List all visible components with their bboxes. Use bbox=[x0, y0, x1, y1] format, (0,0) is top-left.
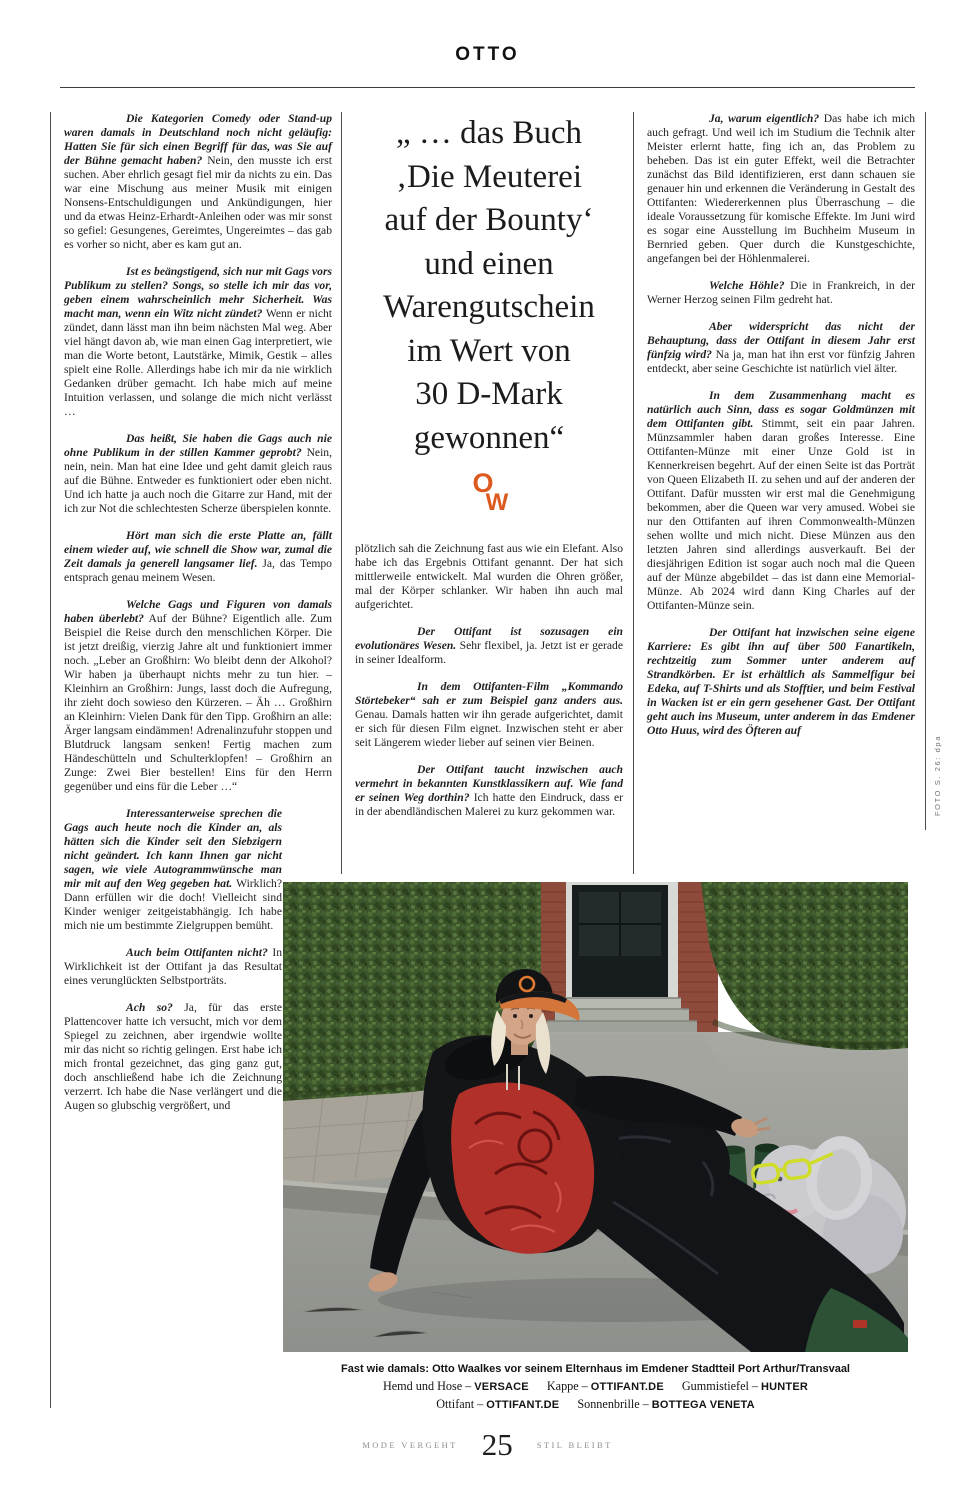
column-left-wide bbox=[64, 112, 332, 794]
interviewer-question: Der Ottifant ist sozusagen ein evolutionäres Wesen. bbox=[355, 625, 623, 652]
interviewer-question: Ja, warum eigentlich? bbox=[709, 112, 820, 125]
photo-caption bbox=[283, 1362, 908, 1413]
interview-paragraph bbox=[647, 320, 915, 376]
interview-paragraph bbox=[647, 279, 915, 307]
interview-paragraph bbox=[355, 542, 623, 612]
ow-logo-w: W bbox=[485, 489, 509, 516]
credit-brand: BOTTEGA VENETA bbox=[651, 1399, 755, 1411]
pull-quote-line: ‚Die Meuterei bbox=[396, 158, 582, 195]
interview-paragraph bbox=[64, 946, 282, 988]
interviewee-answer: plötzlich sah die Zeichnung fast aus wie ein Elefant. Also habe ich das Ergebnis Ottifant genannt. Der hat sich mittlerweile entwickelt. Mal wurden die Ohren größer, mal der Körper schlanker. Wir haben ihn auch mal aufgerichtet. bbox=[355, 542, 623, 611]
credit-brand: OTTIFANT.DE bbox=[590, 1381, 664, 1393]
credit-item bbox=[577, 1397, 754, 1411]
pull-quote-line: und einen bbox=[424, 245, 554, 282]
interview-paragraph bbox=[64, 807, 282, 933]
interviewee-answer: Auf der Bühne? Eigentlich alle. Zum Beispiel die Reise durch den menschlichen Körper. Die ist jetzt dreißig, vierzig Jahre alt und funktioniert immer noch. „Leber an Großhirn: Wo bleibt denn der Alkohol? Wir haben ja überhaupt nichts mehr zu tun hier. – Kleinhirn an Großhirn: Jungs, lasst doch die Aufregung, ihr zieht doch sowieso den Kürzeren. – Äh … Großhirn an Kleinhirn: Vielen Dank für den Tipp. Großhirn an alle: Ärger langsam eindämmen! Adrenalinzufuhr stoppen und Blutdruck langsam senken! Fertig machen zum Händeschütteln und Schulterklopfen! – Großhirn an Zunge: Zwei Bier bestellen! Eins für den Herrn gegenüber und eins für die Leber …“ bbox=[64, 612, 332, 793]
column-right bbox=[647, 112, 915, 751]
column-middle bbox=[355, 112, 623, 832]
credit-dash: – bbox=[581, 1379, 588, 1393]
credit-dash: – bbox=[477, 1397, 484, 1411]
caption-credits-line-1 bbox=[283, 1378, 908, 1395]
interviewer-question: Die Kategorien Comedy oder Stand-up waren damals in Deutschland noch nicht geläufig: Hatten Sie für sich einen Begriff für das, was Sie auf der Bühne gemacht haben? bbox=[64, 112, 332, 167]
interview-paragraph bbox=[64, 265, 332, 419]
interviewee-answer: Stimmt, seit ein paar Jahren. Münzsammler haben daran großes Interesse. Eine Ottifanten-Münze mit einer Unze Gold ist in Kennerkreisen begehrt. Auf der einen Seite ist das Porträt von Queen Elizabeth II. zu sehen und auf der anderen der Ottifant. Dafür mussten wir erst mal die Genehmigung bekommen, aber die Queen war very amused. Wobei sie nur den Ottifanten auf ihren Commonwealth-Münzen sehen wollte und mich nicht. Diese Münzen aus den letzten Jahren sind allerdings ausverkauft. Bei der diesjährigen Edition ist sogar auch noch mal die Queen auf der Münze abgebildet – das ist dann eine Memorial-Münze. Ab 2024 wird dann King Charles auf der Ottifanten-Münze sein. bbox=[647, 417, 915, 612]
pull-quote-line: 30 D-Mark bbox=[415, 376, 563, 412]
pull-quote-line: auf der Bounty‘ bbox=[384, 202, 594, 238]
column-right-body bbox=[647, 112, 915, 738]
footer-motto-left: MODE VERGEHT bbox=[362, 1440, 458, 1450]
interviewer-question: Welche Gags und Figuren von damals haben überlebt? bbox=[64, 598, 332, 625]
interview-paragraph bbox=[647, 112, 915, 266]
hedge-right bbox=[701, 882, 908, 1050]
credit-dash: – bbox=[465, 1379, 472, 1393]
interviewee-answer: Ich hatte den Eindruck, dass er in der abendländischen Malerei zu kurz gekommen war. bbox=[355, 791, 623, 818]
page-number: 25 bbox=[481, 1427, 513, 1462]
ow-logo-o: O bbox=[472, 468, 494, 498]
credit-brand: HUNTER bbox=[760, 1381, 809, 1393]
interviewer-question: Auch beim Ottifanten nicht? bbox=[126, 946, 268, 959]
column-rule-mid-left bbox=[341, 112, 342, 874]
pull-quote-line: im Wert von bbox=[407, 332, 571, 369]
interview-paragraph bbox=[647, 389, 915, 613]
interviewee-answer: Die in Frankreich, in der Werner Herzog seinen Film gedreht hat. bbox=[647, 279, 915, 306]
interview-paragraph bbox=[64, 432, 332, 516]
credit-label: Hemd und Hose bbox=[382, 1379, 463, 1393]
interview-paragraph bbox=[64, 1001, 282, 1113]
interview-paragraph bbox=[355, 763, 623, 819]
column-left-narrow bbox=[64, 807, 282, 1113]
interviewer-question: Interessanterweise sprechen die Gags auch heute noch die Kinder an, als hätten sich die Kinder seit den Siebzigern nicht geändert. Ich kann Ihnen gar nicht sagen, wie viele Autogrammwünsche man mir mit auf den Weg gegeben hat. bbox=[64, 807, 282, 890]
credit-item bbox=[436, 1397, 559, 1411]
interview-paragraph bbox=[355, 680, 623, 750]
interviewee-answer: Ja, für das erste Plattencover hatte ich versucht, mich vor dem Spiegel zu zeichnen, aber irgendwie wollte mir das nicht so richtig gelingen. Erst habe ich mich frontal gezeichnet, das ging ganz gut, doch anschließend habe ich die Zeichnung verzerrt. Ich habe die Nase verlängert und die Augen so glubschig vergrößert, und bbox=[64, 1001, 282, 1112]
pull-quote bbox=[355, 112, 623, 460]
credit-label: Gummistiefel bbox=[681, 1379, 749, 1393]
caption-headline: Fast wie damals: Otto Waalkes vor seinem Elternhaus im Emdener Stadtteil Port Arthur/Transvaal bbox=[340, 1363, 850, 1375]
interviewee-answer: Wenn er nicht zündet, dann lässt man ihn beim nächsten Mal weg. Aber viel hängt davon ab, wie man einen Gag interpretiert, wie man die Worte betont, Lautstärke, Mimik, Gestik – alles spielt eine Rolle. Allerdings habe ich mir da nie wirklich Gedanken drüber gemacht. Ich habe mich auf meine Intuition verlassen, und solange die mich nicht verlässt … bbox=[64, 307, 332, 418]
credit-item bbox=[547, 1379, 664, 1393]
credit-dash: – bbox=[642, 1397, 649, 1411]
interviewee-answer: In Wirklichkeit ist der Ottifant ja das Resultat eines verunglückten Selbstporträts. bbox=[64, 946, 282, 987]
credit-label: Kappe bbox=[546, 1379, 579, 1393]
header-divider bbox=[60, 87, 915, 88]
interviewer-question: Hört man sich die erste Platte an, fällt einem wieder auf, wie schnell die Show war, zumal die Zeit damals ja generell langsamer lief. bbox=[64, 529, 332, 570]
interviewer-question: Das heißt, Sie haben die Gags auch nie ohne Publikum in der stillen Kammer geprobt? bbox=[64, 432, 332, 459]
column-rule-right bbox=[925, 112, 926, 830]
page-title: OTTO bbox=[455, 44, 520, 65]
interviewee-answer: Nein, nein, nein. Man hat eine Idee und geht damit gleich raus auf die Bühne. Entweder es funktioniert oder eben nicht. Und ich hatte ja auch noch die Gitarre zur Hand, mit der ich zur Not die schlechtesten Scherze überspielen konnte. bbox=[64, 446, 332, 515]
interviewer-question: Welche Höhle? bbox=[709, 279, 785, 292]
interviewee-answer: Nein, den musste ich erst suchen. Aber ehrlich gesagt fiel mir da nichts zu ein. Das war eine Mischung aus meiner Musik mit einigen Nonsens-Entschuldigungen und Ankündigungen, hier und da etwas Heinz-Erhardt-Anleihen oder was mir sonst so gefiel: Gesungenes, Gereimtes, Ungereimtes – das gab es vorher so nicht, aber es kam gut an. bbox=[64, 154, 332, 251]
interviewer-question: In dem Ottifanten-Film „Kommando Störtebeker“ sah er zum Beispiel ganz anders aus. bbox=[355, 680, 623, 707]
pull-quote-line: gewonnen“ bbox=[413, 419, 565, 456]
interviewee-answer: Na ja, man hat ihn erst vor fünfzig Jahren entdeckt, aber seine Geschichte ist natürlich viel älter. bbox=[647, 348, 915, 375]
credit-label: Ottifant bbox=[436, 1397, 475, 1411]
interviewee-answer: Sehr flexibel, ja. Jetzt ist er gerade in seiner Idealform. bbox=[355, 639, 623, 666]
interview-paragraph bbox=[355, 625, 623, 667]
credit-item bbox=[383, 1379, 529, 1393]
credit-item bbox=[682, 1379, 808, 1393]
interviewer-question: Ist es beängstigend, sich nur mit Gags vors Publikum zu stellen? Songs, so stelle ich mir das vor, geben einem wahrscheinlich mehr Sicherheit. Was macht man, wenn ein Witz nicht zündet? bbox=[64, 265, 332, 320]
interviewer-question: In dem Zusammenhang macht es natürlich auch Sinn, dass es sogar Goldmünzen mit dem Ottifanten gibt. bbox=[647, 389, 915, 430]
interviewer-question: Ach so? bbox=[126, 1001, 173, 1014]
caption-credits-line-2 bbox=[283, 1396, 908, 1413]
credit-dash: – bbox=[751, 1379, 758, 1393]
column-rule-mid-right bbox=[633, 112, 634, 874]
page-footer bbox=[0, 1428, 975, 1462]
credit-brand: VERSACE bbox=[474, 1381, 529, 1393]
interviewee-answer: Ja, das Tempo entsprach genau meinem Wesen. bbox=[64, 557, 332, 584]
interview-paragraph bbox=[64, 112, 332, 252]
steps bbox=[563, 998, 681, 1009]
pull-quote-line: „ … das Buch bbox=[395, 115, 583, 151]
photo-credit: FOTO S. 26: dpa bbox=[933, 735, 942, 816]
interviewer-question: Der Ottifant hat inzwischen seine eigene Karriere: Es gibt ihn auf über 500 Fanartikeln, rechtzeitig zum Sommer unter anderem auf Strandkörben. Er ist erhältlich als Sammelfigur bei Edeka, auf T-Shirts und als Stofftier, und beim Festival in Wacken ist er ein gern gesehener Gast. Der Ottifant geht auch ins Museum, unter anderem in das Emdener Otto Huus, wird des Öfteren auf bbox=[647, 626, 915, 737]
house-facade bbox=[533, 882, 718, 1037]
column-middle-body bbox=[355, 542, 623, 819]
credit-label: Sonnenbrille bbox=[577, 1397, 640, 1411]
interviewee-answer: Genau. Damals hatten wir ihn gerade aufgerichtet, damit er sich für diesen Film eignet. Inzwischen steht er aber seit Längerem wieder lieber auf seinen vier Beinen. bbox=[355, 708, 623, 749]
pull-quote-line: Warengutschein bbox=[383, 289, 595, 325]
interview-paragraph bbox=[64, 598, 332, 794]
ow-logo-icon bbox=[355, 470, 623, 528]
column-rule-left bbox=[50, 112, 51, 1408]
interview-paragraph bbox=[64, 529, 332, 585]
footer-motto-right: STIL BLEIBT bbox=[536, 1440, 613, 1450]
interviewee-answer: Wirklich? Dann erfüllen wir die doch! Vielleicht sind Kinder weniger zeitgeistabhängig. Ich habe mich nie um bestimmte Zielgruppen bemüht. bbox=[64, 877, 282, 932]
credit-brand: OTTIFANT.DE bbox=[486, 1399, 560, 1411]
interview-paragraph bbox=[647, 626, 915, 738]
interviewee-answer: Das habe ich mich auch gefragt. Und weil ich im Studium die Technik alter Meister erlernt hatte, fing ich an, das Problem zu beheben. Das ist ein guter Effekt, weil die Betrachter zunächst das Bild identifizieren, erst dann schauen sie genauer hin und erkennen die Veränderung in Gestalt des Ottifanten: Wiedererkennen plus Überraschung – die ideale Voraussetzung für komische Effekte. Im Juni wird es sogar eine Ausstellung im Buchheim Museum in Bernried geben. Quer durch die Kunstgeschichte, angefangen bei der Höhlenmalerei. bbox=[647, 112, 915, 265]
interviewer-question: Der Ottifant taucht inzwischen auch vermehrt in bekannten Kunstklassikern auf. Wie fand er seinen Weg dorthin? bbox=[355, 763, 623, 804]
interviewer-question: Aber widerspricht das nicht der Behauptung, dass der Ottifant in diesem Jahr erst fünfzig wird? bbox=[647, 320, 915, 361]
photo-of-otto bbox=[283, 882, 908, 1352]
